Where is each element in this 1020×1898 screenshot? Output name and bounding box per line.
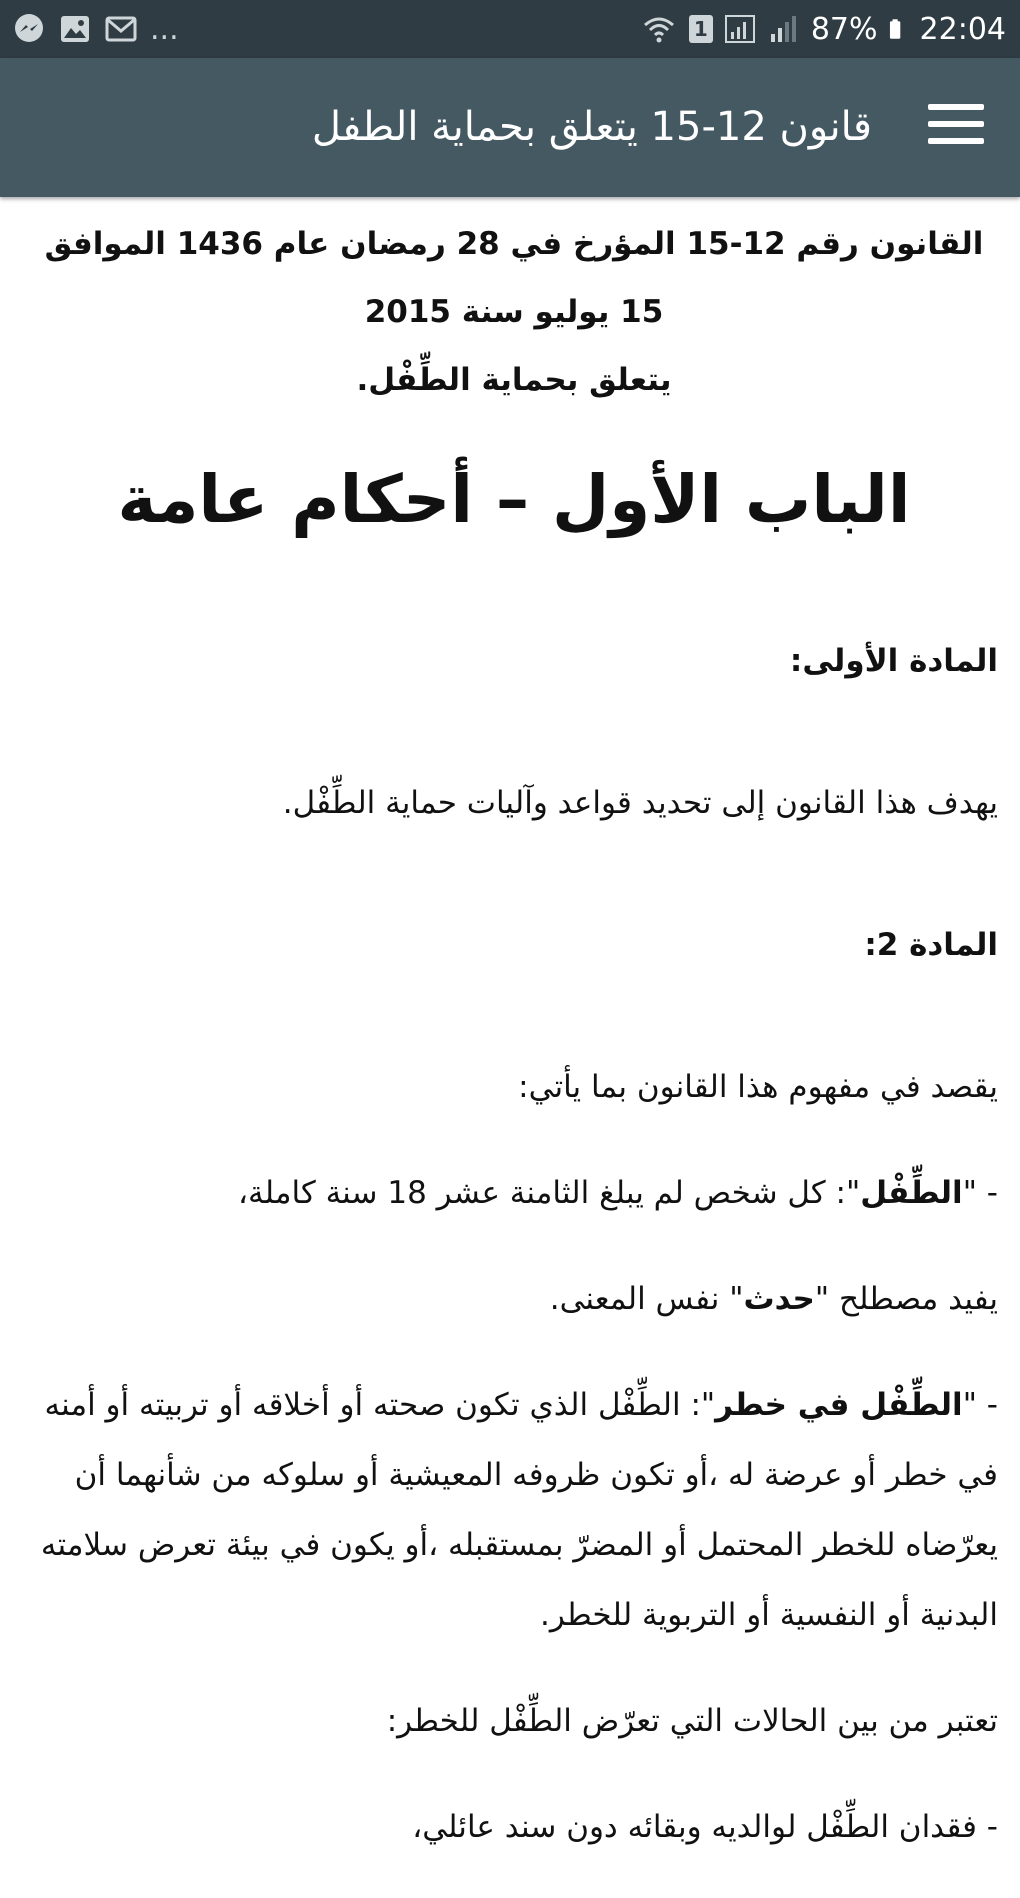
juvenile-term-note (30, 1264, 998, 1334)
term-child: الطِّفْل (860, 1175, 963, 1211)
gallery-icon (58, 12, 92, 46)
battery-percent: 87% (810, 11, 878, 47)
app-bar (0, 58, 1020, 197)
wifi-icon (639, 12, 679, 46)
hamburger-menu-icon[interactable] (928, 104, 984, 150)
definition-danger-prefix: - " (962, 1387, 998, 1423)
juvenile-suffix: " نفس المعنى. (549, 1281, 744, 1317)
more-notifications: ... (150, 11, 179, 47)
status-indicators (639, 0, 1006, 58)
definition-child (30, 1158, 998, 1228)
definition-child-text: ": كل شخص لم يبلغ الثامنة عشر 18 سنة كاملة، (238, 1175, 861, 1211)
term-child-in-danger: الطِّفْل في خطر (715, 1387, 963, 1423)
definition-danger-text: ": الطِّفْل الذي تكون صحته أو أخلاقه أو تربيته أو أمنه في خطر أو عرضة له ،أو تكون ظروفه المعيشية أو سلوكه من شأنهما أن يعرّضاه للخطر المحتمل أو المضرّ بمستقبله ،أو يكون في بيئة تعرض سلامته البدنية أو النفسية أو التربوية للخطر. (40, 1387, 998, 1633)
article-1-text: يهدف هذا القانون إلى تحديد قواعد وآليات حماية الطِّفْل. (282, 785, 998, 821)
chapter-title: الباب الأول – أحكام عامة (117, 461, 911, 538)
term-juvenile: حدث (743, 1281, 815, 1317)
article-1-title: المادة الأولى: (789, 643, 998, 679)
article-2-intro: يقصد في مفهوم هذا القانون بما يأتي: (518, 1069, 998, 1105)
article-2-title: المادة 2: (864, 927, 998, 963)
signal-icon (723, 12, 757, 46)
danger-cases-intro: تعتبر من بين الحالات التي تعرّض الطِّفْل للخطر: (386, 1703, 998, 1739)
battery-icon (888, 12, 910, 46)
law-intro-line1: القانون رقم 12-15 المؤرخ في 28 رمضان عام 1436 الموافق 15 يوليو سنة 2015 (44, 226, 984, 330)
notification-icons (12, 0, 179, 58)
messenger-icon (12, 12, 46, 46)
definition-child-prefix: - " (962, 1175, 998, 1211)
status-bar (0, 0, 1020, 58)
law-intro-line2: يتعلق بحماية الطِّفْل. (356, 362, 672, 398)
clock: 22:04 (919, 11, 1006, 47)
juvenile-prefix: يفيد مصطلح " (814, 1281, 998, 1317)
gmail-icon (104, 12, 138, 46)
signal-bars-icon (767, 12, 801, 46)
app-title: قانون 12-15 يتعلق بحماية الطفل (311, 104, 872, 150)
danger-case-1: - فقدان الطِّفْل لوالديه وبقائه دون سند عائلي، (412, 1809, 998, 1845)
document-body (30, 210, 998, 1898)
sim-badge: 1 (689, 15, 713, 43)
definition-child-in-danger (30, 1370, 998, 1650)
